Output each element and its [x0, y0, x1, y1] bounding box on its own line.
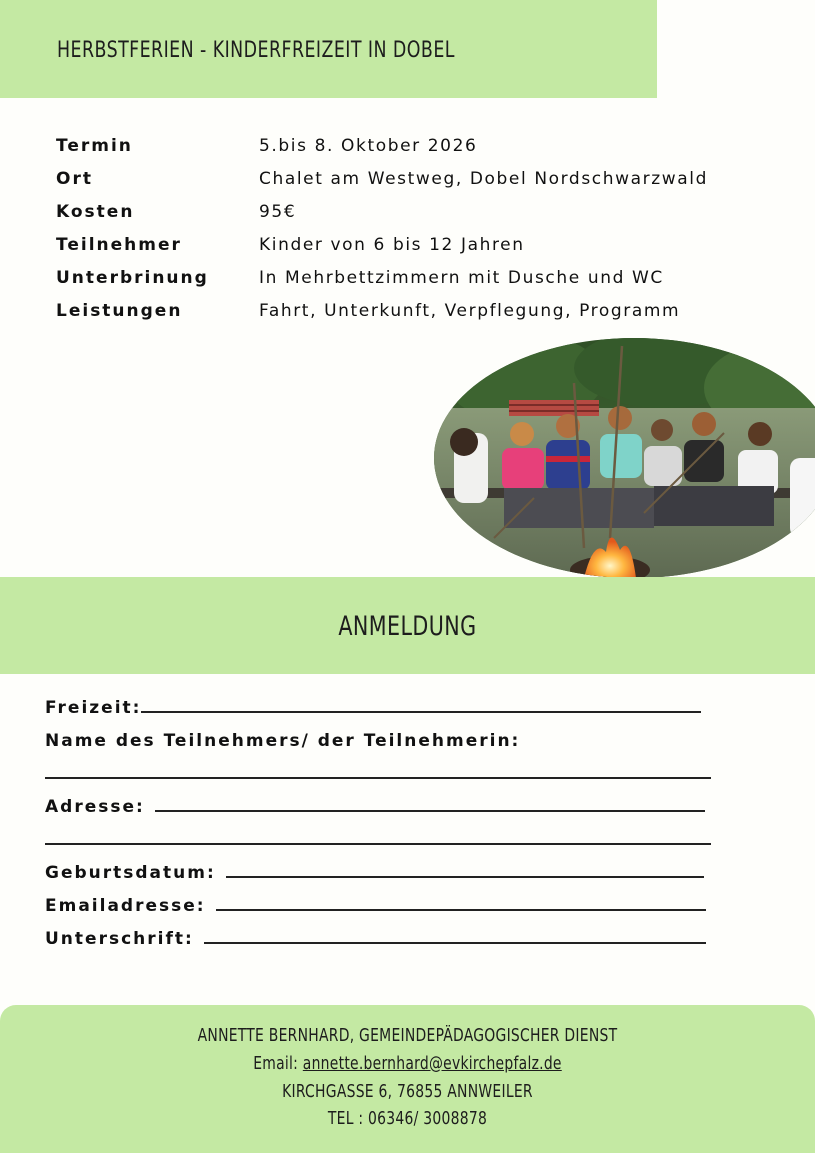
info-label: Unterbrinung — [56, 268, 209, 288]
email-prefix: Email: — [253, 1053, 303, 1074]
freizeit-label: Freizeit: — [45, 698, 142, 718]
info-label: Ort — [56, 169, 93, 189]
geburtsdatum-line[interactable] — [226, 875, 704, 878]
freizeit-field[interactable] — [45, 698, 701, 718]
email-line[interactable] — [216, 908, 706, 911]
email-label: Emailadresse: — [45, 896, 206, 916]
contact-phone: TEL : 06346/ 3008878 — [327, 1108, 488, 1129]
contact-email-line — [57, 1053, 758, 1074]
name-field[interactable] — [45, 764, 711, 784]
adresse-line-2[interactable] — [45, 842, 711, 845]
info-value: Kinder von 6 bis 12 Jahren — [259, 235, 525, 255]
geburtsdatum-label: Geburtsdatum: — [45, 863, 216, 883]
info-label: Leistungen — [56, 301, 183, 321]
info-label: Teilnehmer — [56, 235, 182, 255]
unterschrift-field[interactable] — [45, 929, 706, 949]
info-label: Kosten — [56, 202, 135, 222]
adresse-line[interactable] — [155, 809, 705, 812]
unterschrift-line[interactable] — [204, 941, 706, 944]
campfire-photo-illustration — [434, 338, 815, 578]
header-band — [0, 0, 657, 98]
name-label-line — [45, 731, 520, 751]
info-value: Chalet am Westweg, Dobel Nordschwarzwald — [259, 169, 708, 189]
anmeldung-band — [0, 577, 815, 674]
email-field[interactable] — [45, 896, 706, 916]
adresse-field-2[interactable] — [45, 830, 711, 850]
contact-name: ANNETTE BERNHARD, GEMEINDEPÄDAGOGISCHER DIENST — [197, 1025, 618, 1046]
info-value: 95€ — [259, 202, 297, 222]
anmeldung-title: ANMELDUNG — [338, 611, 477, 642]
freizeit-line[interactable] — [141, 710, 701, 713]
unterschrift-label: Unterschrift: — [45, 929, 194, 949]
name-line[interactable] — [45, 776, 711, 779]
info-value: In Mehrbettzimmern mit Dusche und WC — [259, 268, 664, 288]
adresse-field[interactable] — [45, 797, 705, 817]
campfire-photo — [434, 338, 815, 578]
info-label: Termin — [56, 136, 133, 156]
name-label: Name des Teilnehmers/ der Teilnehmerin: — [45, 731, 521, 751]
geburtsdatum-field[interactable] — [45, 863, 704, 883]
info-value: 5.bis 8. Oktober 2026 — [259, 136, 478, 156]
email-link[interactable]: annette.bernhard@evkirchepfalz.de — [302, 1053, 562, 1074]
footer-contact — [0, 1005, 815, 1153]
info-value: Fahrt, Unterkunft, Verpflegung, Programm — [259, 301, 681, 321]
adresse-label: Adresse: — [45, 797, 145, 817]
contact-address: KIRCHGASSE 6, 76855 ANNWEILER — [282, 1081, 533, 1102]
page-title: HERBSTFERIEN - KINDERFREIZEIT IN DOBEL — [57, 38, 455, 63]
